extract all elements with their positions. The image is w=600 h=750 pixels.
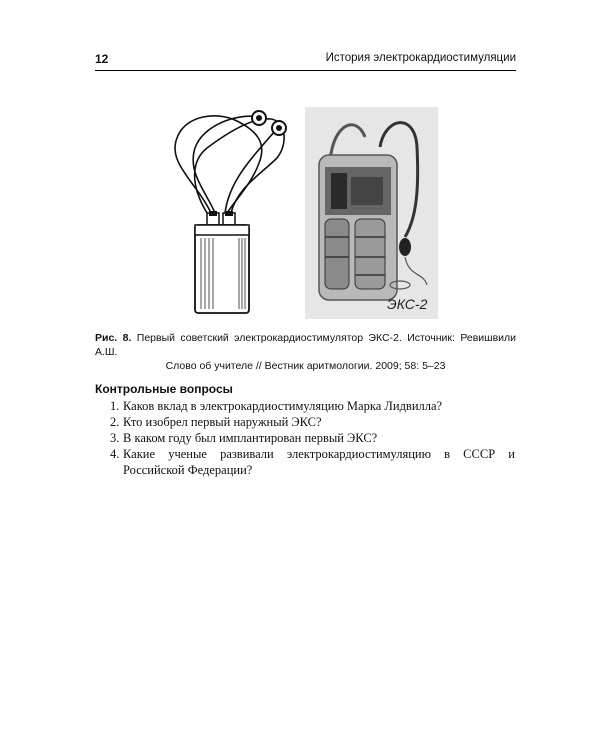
caption-text-line1: Первый советский электрокардиостимулятор ЭКС-2. Источник: Ревишвили А.Ш. [95, 332, 517, 358]
question-text: Какие ученые развивали электрокардиостимуляцию в СССР и Российской Федерации? [123, 447, 515, 477]
caption-text-line2: Слово об учителе // Вестник аритмологии. 2009; 58: 5–23 [165, 360, 446, 372]
questions-title: Контрольные вопросы [95, 382, 233, 396]
external-pacemaker-drawing [167, 103, 295, 318]
question-text: Каков вклад в электрокардиостимуляцию Марка Лидвилла? [123, 399, 443, 413]
list-item [110, 446, 515, 478]
list-item [110, 430, 515, 446]
page-header [95, 50, 516, 71]
caption-label: Рис. 8. [95, 332, 132, 344]
list-item [110, 398, 515, 414]
question-text: Кто изобрел первый наружный ЭКС? [123, 415, 322, 429]
question-number: 3. [110, 431, 120, 445]
figure-caption [95, 331, 516, 373]
electrode-disks [252, 111, 286, 135]
question-number: 4. [110, 447, 120, 461]
list-item [110, 414, 515, 430]
photo-label: ЭКС-2 [387, 296, 428, 312]
figure [95, 95, 516, 325]
page-number: 12 [95, 52, 109, 66]
question-number: 1. [110, 399, 120, 413]
question-text: В каком году был имплантирован первый ЭКС? [123, 431, 378, 445]
question-number: 2. [110, 415, 120, 429]
running-title: История электрокардиостимуляции [325, 52, 516, 64]
questions-list [110, 398, 515, 478]
eks2-photo [305, 107, 438, 319]
